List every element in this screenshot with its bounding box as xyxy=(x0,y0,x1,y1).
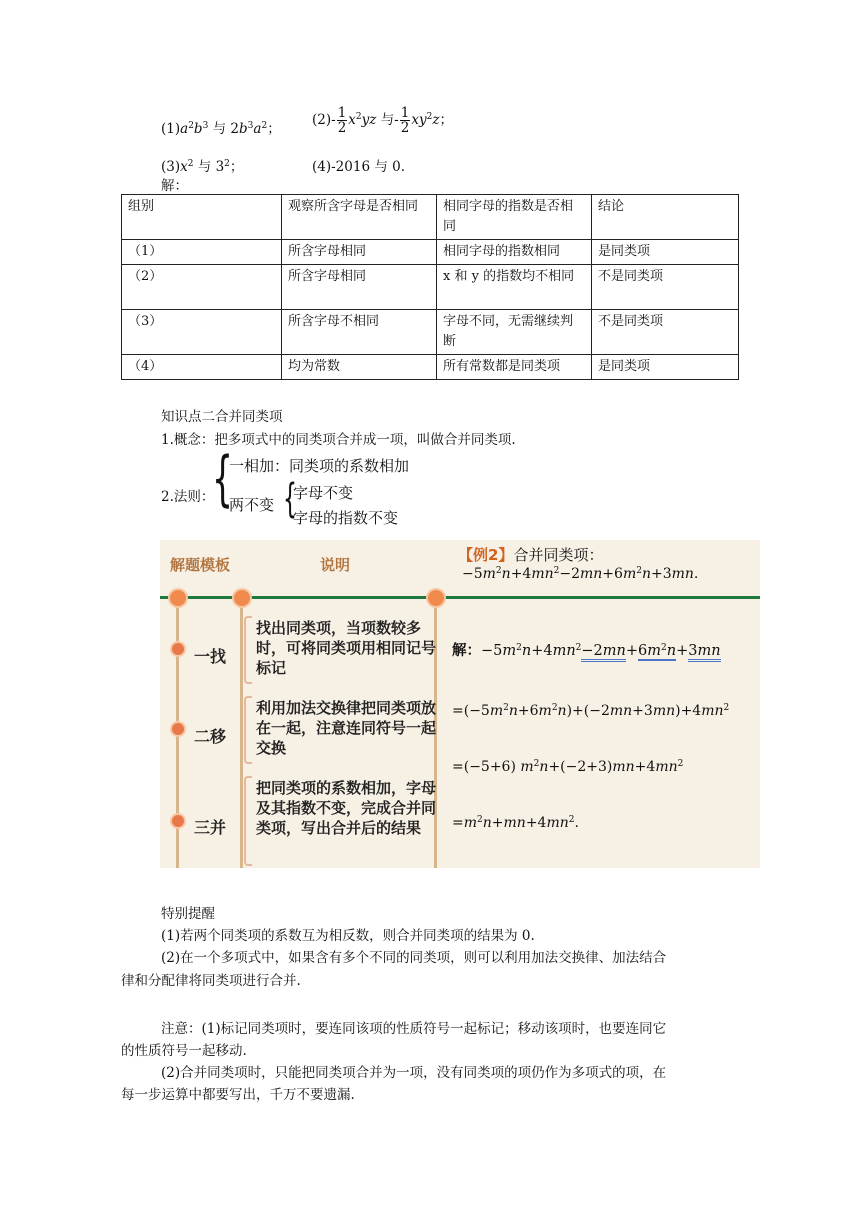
concept-text: 1.概念：把多项式中的同类项合并成一项，叫做合并同类项. xyxy=(161,432,516,448)
step-move: 二移 xyxy=(194,727,227,746)
step-combine-desc: 把同类项的系数相加，字母及其指数不变，完成合并同类项，写出合并后的结果 xyxy=(256,779,437,837)
step-combine: 三并 xyxy=(194,818,227,837)
table-cell: 字母不同，无需继续判断 xyxy=(437,310,592,355)
table-cell: （4） xyxy=(122,355,282,380)
table-header-cell: 结论 xyxy=(592,195,739,240)
template-header-mid: 说明 xyxy=(320,556,351,574)
table-row xyxy=(122,240,739,265)
tip-2-line-2: 律和分配律将同类项进行合并. xyxy=(121,973,301,989)
note-1-line-1: 注意：(1)标记同类项时，要连同该项的性质符号一起标记；移动该项时，也要连同它 xyxy=(161,1021,667,1037)
step-bracket xyxy=(244,776,252,866)
table-cell: 是同类项 xyxy=(592,240,739,265)
problem-4: (4)-2016 与 0. xyxy=(312,159,406,175)
template-header-left: 解题模板 xyxy=(170,556,231,574)
fraction-half: $\frac{1}{2}$ xyxy=(337,105,347,136)
timeline-dot xyxy=(170,590,186,606)
tip-2-line-1: (2)在一个多项式中，如果含有多个不同的同类项，则可以利用加法交换律、加法结合 xyxy=(161,950,667,966)
table-row xyxy=(122,265,739,310)
table-cell: 所含字母不相同 xyxy=(282,310,437,355)
solution-line-2: $=(-5m^2n+6m^2n)+(-2mn+3mn)+4mn^2$ xyxy=(452,703,730,719)
table-row xyxy=(122,310,739,355)
step-bracket xyxy=(244,696,252,764)
step-bracket xyxy=(244,616,252,684)
rule-two-label: 两不变 xyxy=(229,496,275,514)
note-2-line-1: (2)合并同类项时，只能把同类项合并为一项，没有同类项的项仍作为多项式的项，在 xyxy=(161,1065,667,1081)
table-cell: （2） xyxy=(122,265,282,310)
fraction-half: $\frac{1}{2}$ xyxy=(400,105,410,136)
step-find: 一找 xyxy=(194,647,227,666)
table-header-cell: 组别 xyxy=(122,195,282,240)
step-dot xyxy=(172,723,184,735)
step-dot xyxy=(172,643,184,655)
table-cell: 所含字母相同 xyxy=(282,240,437,265)
rule-two-a: 字母不变 xyxy=(293,484,354,502)
example-expression: $-5m^2n+4mn^2-2mn+6m^2n+3mn$. xyxy=(462,566,699,582)
table-cell: 相同字母的指数相同 xyxy=(437,240,592,265)
solving-template-panel xyxy=(160,540,760,868)
solution-line-4: $=m^2n+mn+4mn^2$. xyxy=(452,815,579,831)
table-cell: 不是同类项 xyxy=(592,265,739,310)
step-find-desc: 找出同类项，当项数较多时，可将同类项用相同记号标记 xyxy=(256,619,437,677)
timeline-dot xyxy=(428,590,444,606)
table-row xyxy=(122,355,739,380)
solution-label: 解： xyxy=(161,178,188,194)
table-cell: 不是同类项 xyxy=(592,310,739,355)
step-dot xyxy=(172,815,184,827)
table-cell: x 和 y 的指数均不相同 xyxy=(437,265,592,310)
table-cell: （1） xyxy=(122,240,282,265)
note-1-line-2: 的性质符号一起移动. xyxy=(121,1043,247,1059)
section-title: 知识点二合并同类项 xyxy=(161,409,283,425)
table-header-cell: 相同字母的指数是否相同 xyxy=(437,195,592,240)
note-2-line-2: 每一步运算中都要写出，千万不要遗漏. xyxy=(121,1087,355,1103)
solution-line-1: 解：$-5m^2n+4mn^2-2mn+6m^2n+3mn$ xyxy=(452,639,721,660)
header-divider xyxy=(160,596,760,599)
problem-1: $(1)a^2b^3$ 与 $2b^3a^2$； xyxy=(161,121,281,137)
tips-title: 特别提醒 xyxy=(161,906,215,922)
tip-1: (1)若两个同类项的系数互为相反数，则合并同类项的结果为 0. xyxy=(161,928,535,944)
table-cell: 所含字母相同 xyxy=(282,265,437,310)
like-terms-table xyxy=(121,194,739,380)
table-header-cell: 观察所含字母是否相同 xyxy=(282,195,437,240)
example-title: 【例2】合并同类项： xyxy=(458,546,604,564)
step-move-desc: 利用加法交换律把同类项放在一起，注意连同符号一起交换 xyxy=(256,699,437,757)
table-cell: （3） xyxy=(122,310,282,355)
table-cell: 均为常数 xyxy=(282,355,437,380)
timeline-line xyxy=(240,600,243,868)
timeline-dot xyxy=(234,590,250,606)
rule-two-b: 字母的指数不变 xyxy=(293,509,399,527)
table-header-row xyxy=(122,195,739,240)
rule-one: 一相加：同类项的系数相加 xyxy=(229,457,410,475)
left-brace-icon: { xyxy=(212,444,234,514)
problem-2: (2)- $\frac{1}{2}$ $x^2yz$ 与- $\frac{1}{2}$ $xy^2z$； xyxy=(312,105,453,136)
left-brace-icon: { xyxy=(283,476,297,522)
solution-line-3: =(−5+6) $m^2n+(-2+3)mn+4mn^2$ xyxy=(452,759,684,775)
table-cell: 是同类项 xyxy=(592,355,739,380)
rule-label: 2.法则： xyxy=(161,489,215,505)
table-cell: 所有常数都是同类项 xyxy=(437,355,592,380)
problem-3: $(3)x^2$ 与 $3^2$； xyxy=(161,159,244,175)
